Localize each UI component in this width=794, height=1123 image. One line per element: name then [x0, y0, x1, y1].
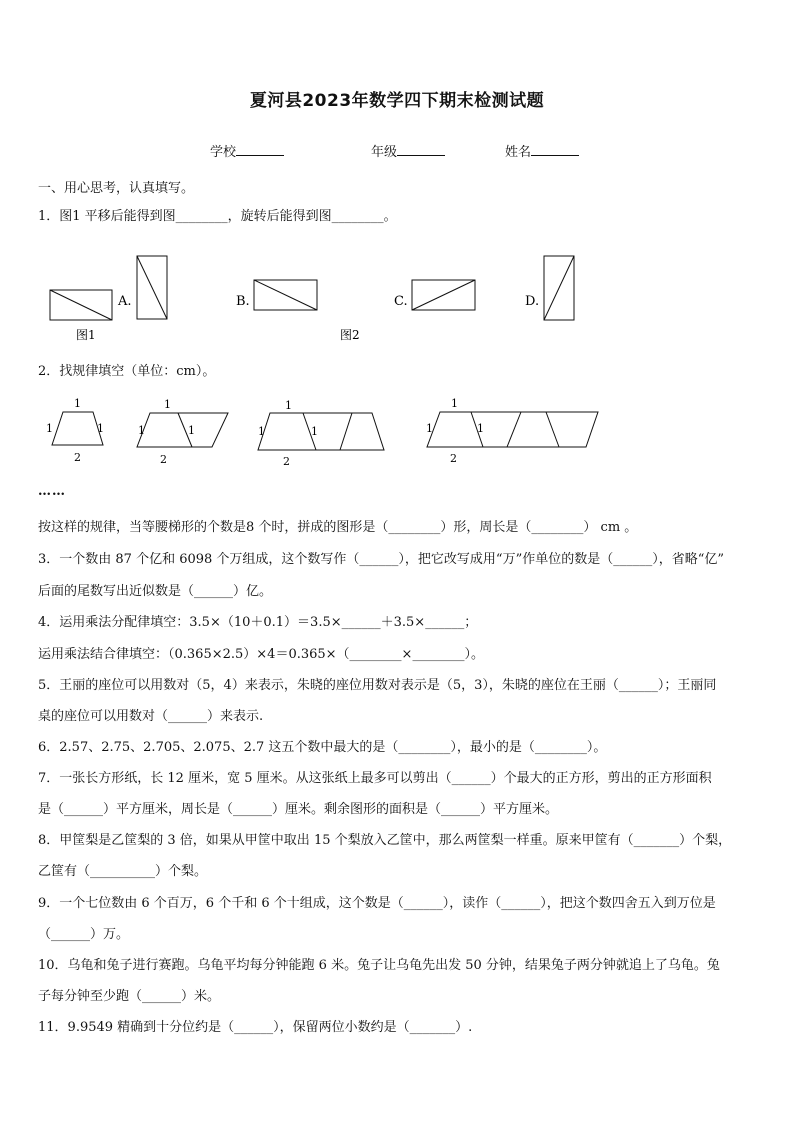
school-label: 学校 — [210, 145, 237, 160]
q1-figure-svg — [40, 248, 600, 348]
question-7-line-2: 是（______）平方厘米，周长是（______）厘米。剩余图形的面积是（______）平方厘米。 — [38, 802, 559, 817]
question-8-line-1: 8．甲筐梨是乙筐梨的 3 倍，如果从甲筐中取出 15 个梨放入乙筐中，那么两筐梨一样重。原来甲筐有（_______）个梨， — [38, 833, 732, 848]
stage2-bottom-label: 2 — [160, 453, 167, 466]
question-9-line-2: （______）万。 — [38, 927, 130, 942]
question-5-line-1: 5．王丽的座位可以用数对（5，4）来表示，朱晓的座位用数对表示是（5，3），朱晓的座位在王丽（______）；王丽同 — [38, 678, 717, 693]
question-7-line-1: 7．一张长方形纸，长 12 厘米，宽 5 厘米。从这张纸上最多可以剪出（______）个最大的正方形，剪出的正方形面积 — [38, 771, 712, 786]
school-field — [210, 141, 284, 160]
question-3-line-2: 后面的尾数写出近似数是（______）亿。 — [38, 584, 273, 599]
question-2-line-2: 按这样的规律，当等腰梯形的个数是8 个时，拼成的图形是（________）形，周长是（________） cm 。 — [38, 520, 638, 535]
stage3-inner-label: 1 — [311, 425, 318, 438]
question-1: 1．图1 平移后能得到图________，旋转后能得到图________。 — [38, 209, 397, 224]
option-b-label: B. — [236, 294, 250, 309]
stage1-side-label: 1 — [46, 422, 53, 435]
stage3-top-label: 1 — [285, 399, 292, 412]
school-blank — [236, 143, 284, 156]
trapezoid-stage-1 — [52, 412, 103, 445]
stage1-top-label: 1 — [74, 397, 81, 410]
grade-label: 年级 — [371, 145, 398, 160]
stage3-side-label: 1 — [258, 425, 265, 438]
option-d-label: D. — [525, 294, 540, 309]
option-c-figure — [412, 280, 475, 310]
q1-figures — [40, 248, 600, 348]
option-c-label: C. — [394, 294, 408, 309]
grade-field — [371, 141, 445, 160]
stage4-inner-label: 1 — [477, 422, 484, 435]
ellipsis: …… — [38, 484, 66, 499]
question-5-line-2: 桌的座位可以用数对（______）来表示. — [38, 709, 264, 724]
option-a-label: A. — [118, 294, 132, 309]
question-4-line-2: 运用乘法结合律填空：（0.365×2.5）×4＝0.365×（________×________）。 — [38, 647, 484, 662]
stage4-top-label: 1 — [451, 397, 458, 410]
stage1-side-label-right: 1 — [97, 422, 104, 435]
name-field — [505, 141, 579, 160]
question-9-line-1: 9．一个七位数由 6 个百万，6 个千和 6 个十组成，这个数是（______），读作（______），把这个数四舍五入到万位是 — [38, 896, 716, 911]
question-3-line-1: 3．一个数由 87 个亿和 6098 个万组成，这个数写作（______），把它改写成用“万”作单位的数是（______），省略“亿” — [38, 552, 725, 567]
name-label: 姓名 — [505, 145, 532, 160]
stage3-bottom-label: 2 — [283, 455, 290, 468]
option-b-figure — [254, 280, 317, 310]
q2-figure-svg — [40, 395, 610, 470]
page-title: 夏河县2023年数学四下期末检测试题 — [249, 91, 545, 111]
section-heading: 一、用心思考，认真填写。 — [38, 181, 195, 196]
stage4-bottom-label: 2 — [450, 452, 457, 465]
question-4-line-1: 4．运用乘法分配律填空：3.5×（10＋0.1）＝3.5×______＋3.5×______； — [38, 615, 478, 630]
question-6: 6．2.57、2.75、2.705、2.075、2.7 这五个数中最大的是（________），最小的是（________）。 — [38, 740, 607, 755]
trapezoid-stage-3 — [258, 413, 384, 450]
question-11: 11．9.9549 精确到十分位约是（______），保留两位小数约是（_______）. — [38, 1020, 473, 1035]
option-d-figure — [544, 256, 574, 320]
stage4-side-label: 1 — [426, 422, 433, 435]
stage1-bottom-label: 2 — [74, 451, 81, 464]
figure-1-caption: 图1 — [76, 328, 96, 342]
figure-1-rectangle — [50, 290, 112, 320]
question-10-line-1: 10．乌龟和兔子进行赛跑。乌龟平均每分钟能跑 6 米。兔子让乌龟先出发 50 分钟，结果兔子两分钟就追上了乌龟。兔 — [38, 958, 720, 973]
stage2-inner-label: 1 — [188, 424, 195, 437]
trapezoid-stage-4 — [427, 412, 598, 447]
trapezoid-stage-2 — [137, 413, 228, 447]
grade-blank — [397, 143, 445, 156]
question-10-line-2: 子每分钟至少跑（______）米。 — [38, 989, 221, 1004]
question-8-line-2: 乙筐有（__________）个梨。 — [38, 864, 208, 879]
q2-figures — [40, 395, 610, 470]
name-blank — [531, 143, 579, 156]
question-2: 2．找规律填空（单位：cm）。 — [38, 364, 216, 379]
stage2-top-label: 1 — [164, 398, 171, 411]
figure-2-caption: 图2 — [340, 328, 360, 342]
option-a-figure — [137, 256, 167, 319]
stage2-side-label: 1 — [138, 424, 145, 437]
